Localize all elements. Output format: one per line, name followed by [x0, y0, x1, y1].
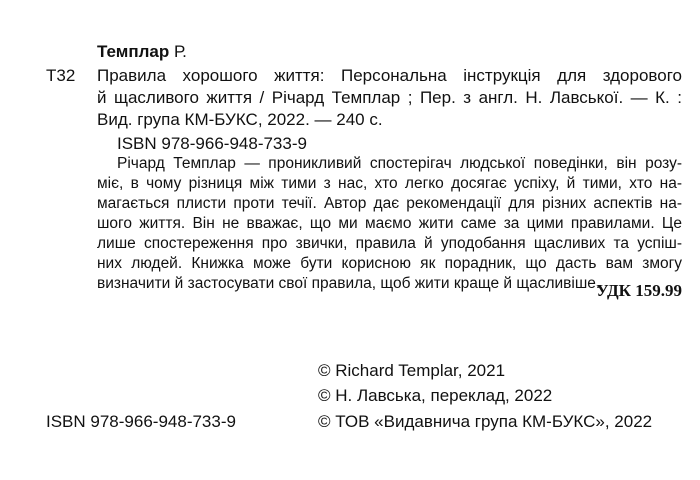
annotation-line: лише спостереження про звички, правила й уподобання щасливих та успіш-: [97, 235, 682, 252]
copyright-line: © Н. Лавська, переклад, 2022: [318, 386, 553, 405]
biblio-line: Правила хорошого життя: Персональна інструкція для здорового: [97, 66, 682, 85]
author-surname: Темплар: [97, 42, 170, 61]
biblio-line: й щасливого життя / Річард Темплар ; Пер. з англ. Н. Лавської. — К. :: [97, 88, 682, 107]
isbn-bottom: ISBN 978-966-948-733-9: [46, 412, 236, 431]
biblio-line: Вид. група КМ-БУКС, 2022. — 240 с.: [97, 110, 383, 129]
annotation-line: Річард Темплар — проникливий спостерігач людської поведінки, він розу-: [117, 155, 682, 172]
annotation-line: магається плисти проти течії. Автор дає рекомендації для різних аспектів на-: [97, 195, 682, 212]
annotation-line: міє, в чому різниця між тими з нас, хто легко досягає успіху, й тими, хто на-: [97, 175, 682, 192]
copyright-line: © Richard Templar, 2021: [318, 361, 506, 380]
annotation: [97, 154, 682, 294]
bibliographic-description: [97, 65, 682, 131]
author-heading: [97, 41, 187, 63]
udk-code: УДК 159.99: [596, 281, 682, 300]
annotation-line: них людей. Книжка може бути корисною як порадник, що дасть вам змогу: [97, 255, 682, 272]
author-initial: Р.: [173, 42, 187, 61]
annotation-line: шого життя. Він не вважає, що ми маємо жити саме за цими правилами. Це: [97, 215, 682, 232]
copyright-line: © ТОВ «Видавнича група КМ-БУКС», 2022: [318, 412, 653, 431]
author-code: Т32: [46, 66, 76, 85]
isbn-top: ISBN 978-966-948-733-9: [117, 134, 307, 153]
annotation-line: визначити й застосувати свої правила, щоб жити краще й щасливіше.: [97, 275, 601, 292]
